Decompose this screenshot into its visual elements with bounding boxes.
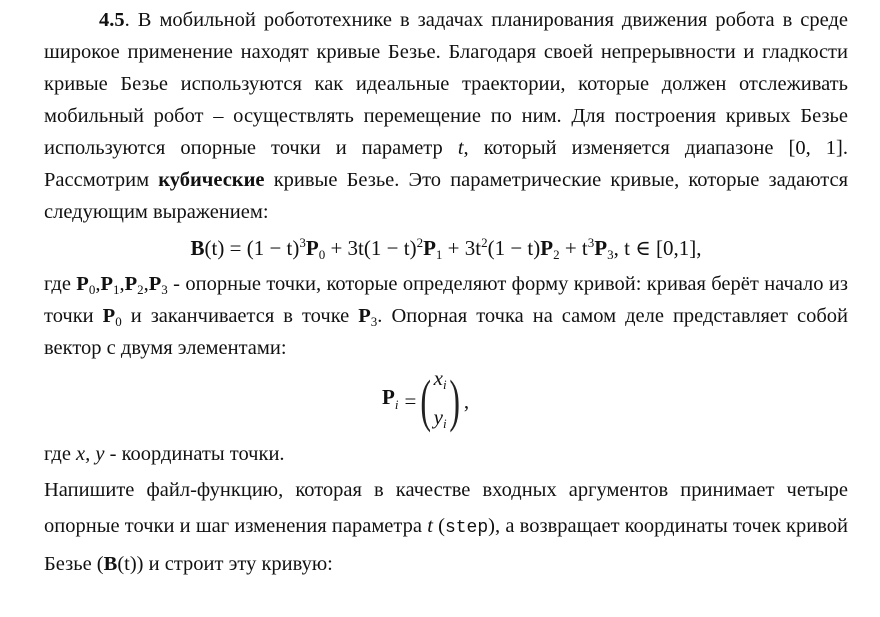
formula-term2: + 3t(1 − t) [325,236,417,260]
task-b-arg: (t) [117,553,137,575]
formula-term4: + t [559,236,588,260]
formula-term3: + 3t [442,236,482,260]
points-where: где [44,273,77,295]
formula-exp2: 2 [416,235,424,250]
end-point-p3: P [358,305,371,327]
formula-lhs: B [190,236,205,260]
formula-p1-sub: 1 [435,247,443,262]
problem-intro-paragraph [44,4,848,228]
column-vector [434,366,447,436]
vector-lhs [382,381,398,421]
document-page [44,4,848,582]
coords-where: где [44,443,77,465]
point-p3: P [148,273,162,295]
coords-rest: - координаты точки. [104,443,285,465]
vector-y-sub: i [442,416,447,431]
task-b: B [103,553,118,575]
formula-exp4: 3 [587,235,595,250]
formula-term3b: (1 − t) [487,236,541,260]
intro-text-3: кривые Безье. Это параметрические кривые, которые задаются следующим выражением: [44,169,848,223]
coords-vars: x, y [76,443,105,465]
vector-lhs-symbol: P [382,385,395,409]
task-paren-open: ( [432,515,445,537]
bold-word-cubic: кубические [158,169,265,191]
vector-tail: , [463,389,470,413]
point-p1-sub: 1 [112,282,120,297]
vector-lhs-sub: i [394,397,399,412]
task-text-1: Напишите файл-функцию, которая в качестве входных аргументов принимает четыре опорные точки и шаг изменения параметра [44,479,848,537]
formula-p3: P [594,236,608,260]
formula-domain: , t ∈ [0,1], [613,236,702,260]
intro-text-1: . В мобильной робототехнике в задачах планирования движения робота в среде широкое применение находят кривые Безье. Благодаря своей непрерывности и гладкости кривые Безье используются как идеальные траектории, которые должен отслеживать мобильный робот – осуществлять перемещение по ним. Для построения кривых Безье используются опорные точки и параметр [44,9,848,159]
vector-x-sub: i [442,377,447,392]
point-p1: P [100,273,113,295]
point-p0-sub: 0 [88,282,96,297]
points-desc-1: - опорные точки, которые определяют форму кривой: кривая берёт начало из точки [44,273,848,327]
formula-p3-sub: 3 [607,247,614,262]
vector-bottom [434,401,447,440]
param-t: t [457,137,464,159]
formula-p2: P [540,236,554,260]
point-p0: P [76,273,89,295]
formula-p1: P [423,236,436,260]
coordinates-paragraph [44,438,848,470]
formula-exp3: 2 [481,235,488,250]
task-text-2: ), а возвращает координаты точек кривой Безье ( [44,515,849,575]
left-paren: ( [420,368,432,433]
formula-p0: P [305,236,319,260]
formula-arg: (t) [204,236,225,260]
point-p2: P [124,273,138,295]
formula-p0-sub: 0 [318,247,326,262]
task-code-step: step [444,518,489,538]
end-point-sub: 3 [370,314,378,329]
vector-top [434,362,447,401]
points-desc-3: . Опорная точка на самом деле представляет собой вектор с двумя элементами: [44,305,848,359]
vector-formula-block [44,364,848,438]
formula-exp1: 3 [299,235,306,250]
task-paragraph [44,472,848,582]
bezier-formula [44,228,848,268]
vector-y: y [433,405,443,429]
start-point-sub: 0 [115,314,122,329]
problem-number: 4.5 [99,9,125,31]
start-point-p0: P [102,305,116,327]
task-param-t: t [427,515,433,537]
task-text-3: ) и строит эту кривую: [136,553,333,575]
vector-formula [382,366,469,436]
formula-term1: = (1 − t) [224,236,300,260]
control-points-paragraph: где $P_0,P_1,P_2,P_3$ - опорные точки, которые определяют форму кривой: кривая берёт начало из точки $P_0$ и заканчивается в точке $P_3$. Опорная точка на самом деле представляет собой вектор с двумя элементами: [44,273,848,359]
vector-x: x [433,366,443,390]
vector-equals: = [404,389,417,413]
right-paren: ) [448,368,460,433]
point-p2-sub: 2 [137,282,144,297]
points-desc-2: и заканчивается в точке [121,305,359,327]
formula-p2-sub: 2 [553,247,560,262]
point-p3-sub: 3 [161,282,168,297]
intro-text-2: , который изменяется диапазоне [0, 1]. Рассмотрим [44,137,848,191]
